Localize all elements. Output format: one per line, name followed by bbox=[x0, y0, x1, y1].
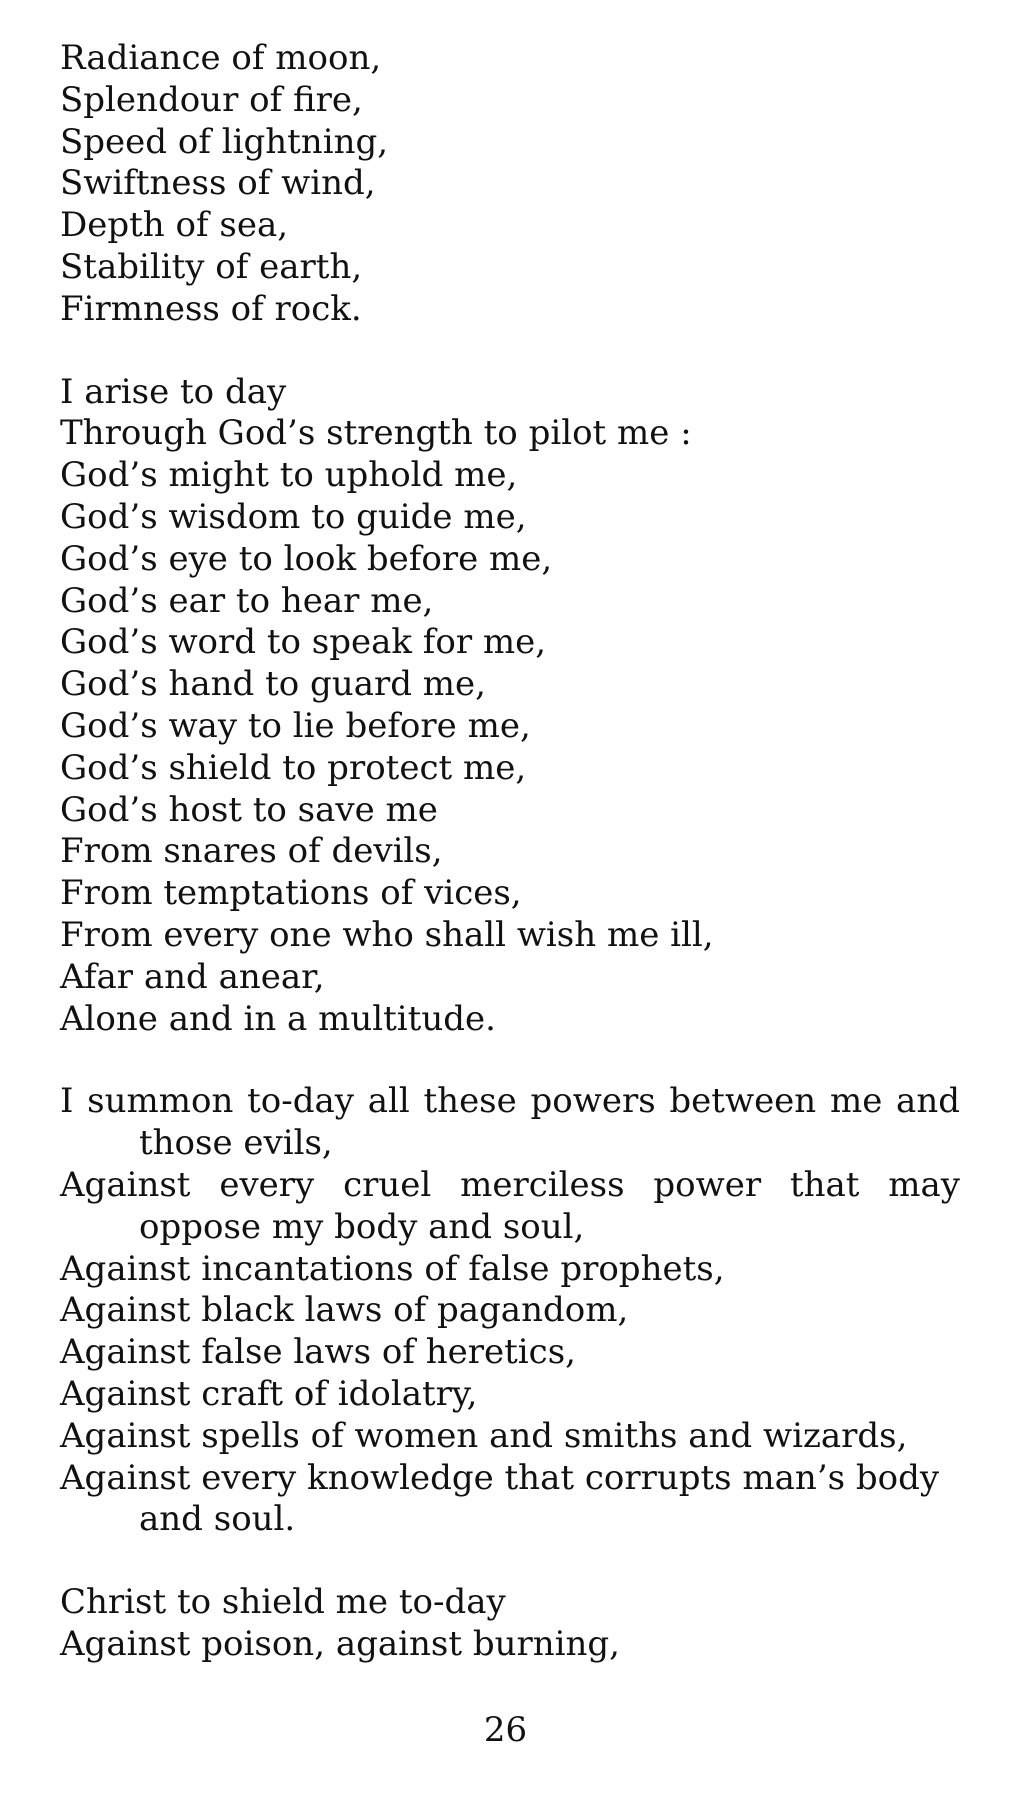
verse-line: God’s hand to guard me, bbox=[60, 664, 486, 705]
verse-line: Against every knowledge that corrupts man’s body bbox=[60, 1457, 940, 1498]
verse-line: Depth of sea, bbox=[60, 205, 289, 246]
verse-line: Against craft of idolatry, bbox=[60, 1373, 478, 1414]
verse-line: God’s way to lie before me, bbox=[60, 705, 531, 746]
verse-line: God’s eye to look before me, bbox=[60, 538, 553, 579]
verse-line: Christ to shield me to-day bbox=[60, 1582, 506, 1623]
stanza-1 bbox=[60, 38, 960, 331]
verse-line: God’s wisdom to guide me, bbox=[60, 496, 527, 537]
verse-line: Firmness of rock. bbox=[60, 288, 362, 329]
verse-line: Alone and in a multitude. bbox=[60, 998, 496, 1039]
verse-line: God’s ear to hear me, bbox=[60, 580, 434, 621]
verse-line: Against incantations of false prophets, bbox=[60, 1248, 725, 1289]
verse-line: I arise to day bbox=[60, 371, 287, 412]
verse-line: God’s word to speak for me, bbox=[60, 622, 547, 663]
verse-line: Against false laws of heretics, bbox=[60, 1332, 576, 1373]
verse-line: From temptations of vices, bbox=[60, 873, 522, 914]
page-number: 26 bbox=[483, 1710, 528, 1750]
verse-line: Afar and anear, bbox=[60, 956, 325, 997]
verse-line: Splendour of fire, bbox=[60, 79, 363, 120]
verse-line-continuation: and soul. bbox=[139, 1499, 296, 1540]
verse-line: From snares of devils, bbox=[60, 831, 443, 872]
verse-line: God’s might to uphold me, bbox=[60, 455, 518, 496]
verse-line: God’s shield to protect me, bbox=[60, 747, 527, 788]
verse-line: Against spells of women and smiths and wizards, bbox=[60, 1415, 908, 1456]
verse-line: Against every cruel merciless power that may bbox=[60, 1164, 960, 1205]
verse-line: I summon to-day all these powers between me and bbox=[60, 1081, 960, 1122]
verse-line: God’s host to save me bbox=[60, 789, 438, 830]
stanza-3 bbox=[60, 1081, 960, 1541]
verse-line: Against poison, against burning, bbox=[60, 1623, 620, 1664]
verse-line: Radiance of moon, bbox=[60, 38, 382, 78]
stanza-4 bbox=[60, 1582, 960, 1666]
verse-line: Stability of earth, bbox=[60, 246, 363, 287]
verse-line: From every one who shall wish me ill, bbox=[60, 914, 714, 955]
verse-line: Through God’s strength to pilot me : bbox=[60, 413, 692, 454]
verse-line-continuation: those evils, bbox=[139, 1123, 333, 1164]
verse-line: Against black laws of pagandom, bbox=[60, 1290, 629, 1331]
verse-line: Swiftness of wind, bbox=[60, 163, 376, 204]
verse-line: Speed of lightning, bbox=[60, 121, 389, 162]
poem-text bbox=[60, 38, 960, 1707]
verse-line-continuation: oppose my body and soul, bbox=[139, 1206, 585, 1247]
stanza-2 bbox=[60, 372, 960, 1041]
